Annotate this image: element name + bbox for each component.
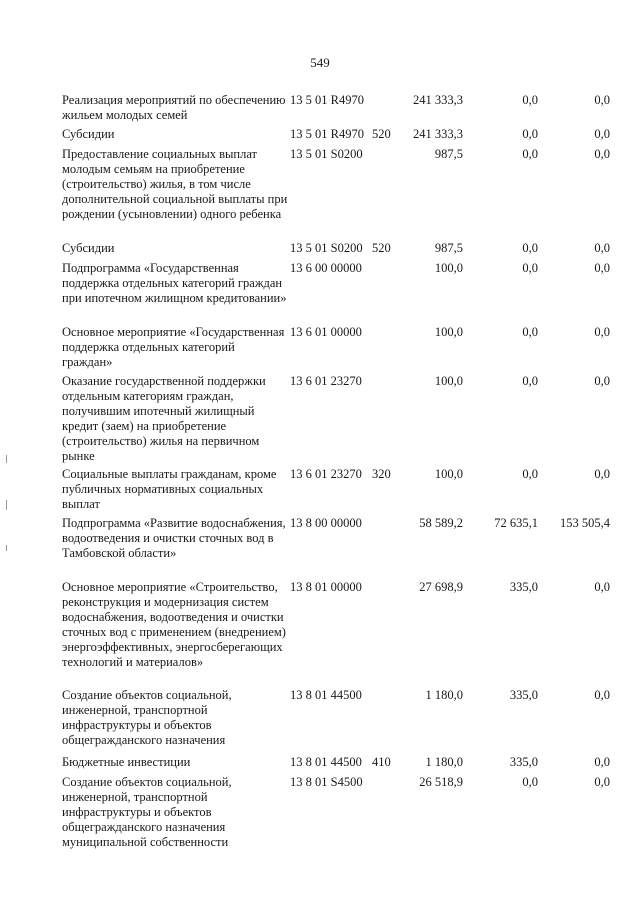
row-name: Оказание государственной поддержки отдельным категориям граждан, получившим ипотечный жилищный кредит (заем) на приобретение (строительство) жилья на первичном рынке <box>62 374 266 463</box>
row-name: Основное мероприятие «Государственная поддержка отдельных категорий граждан» <box>62 325 285 369</box>
row-name: Реализация мероприятий по обеспечению жильем молодых семей <box>62 93 286 122</box>
row-value-2: 0,0 <box>522 775 538 789</box>
row-expense-type: 320 <box>372 467 391 481</box>
row-value-3: 0,0 <box>594 580 610 594</box>
page-number: 549 <box>310 55 330 70</box>
row-value-2: 0,0 <box>522 241 538 255</box>
row-name: Подпрограмма «Развитие водоснабжения, водоотведения и очистки сточных вод в Тамбовской области» <box>62 516 286 560</box>
row-code: 13 6 01 23270 <box>290 374 362 388</box>
row-name: Подпрограмма «Государственная поддержка отдельных категорий граждан при ипотечном жилищном кредитовании» <box>62 261 287 305</box>
row-value-3: 0,0 <box>594 688 610 702</box>
row-value-1: 100,0 <box>434 374 463 388</box>
row-value-1: 58 589,2 <box>419 516 463 530</box>
row-code: 13 8 00 00000 <box>290 516 362 530</box>
row-value-1: 26 518,9 <box>419 775 463 789</box>
row-value-2: 0,0 <box>522 93 538 107</box>
row-name: Социальные выплаты гражданам, кроме публичных нормативных социальных выплат <box>62 467 277 511</box>
row-code: 13 6 01 00000 <box>290 325 362 339</box>
row-code: 13 6 00 00000 <box>290 261 362 275</box>
row-expense-type: 520 <box>372 241 391 255</box>
row-expense-type: 520 <box>372 127 391 141</box>
row-code: 13 8 01 44500 <box>290 755 362 769</box>
row-value-1: 987,5 <box>434 147 463 161</box>
row-value-2: 0,0 <box>522 325 538 339</box>
row-value-1: 100,0 <box>434 467 463 481</box>
row-value-2: 335,0 <box>509 688 538 702</box>
row-value-3: 0,0 <box>594 261 610 275</box>
row-value-3: 0,0 <box>594 755 610 769</box>
row-value-1: 241 333,3 <box>413 93 463 107</box>
row-value-1: 27 698,9 <box>419 580 463 594</box>
row-value-2: 0,0 <box>522 374 538 388</box>
row-value-1: 241 333,3 <box>413 127 463 141</box>
row-name: Субсидии <box>62 241 115 255</box>
row-value-3: 153 505,4 <box>560 516 610 530</box>
row-code: 13 5 01 S0200 <box>290 147 363 161</box>
row-value-2: 0,0 <box>522 127 538 141</box>
row-name: Предоставление социальных выплат молодым семьям на приобретение (строительство) жилья, в том числе дополнительной социальной выплаты при рождении (усыновлении) одного ребенка <box>62 147 288 221</box>
scan-mark <box>6 500 7 510</box>
row-value-3: 0,0 <box>594 93 610 107</box>
row-code: 13 5 01 R4970 <box>290 127 364 141</box>
row-code: 13 6 01 23270 <box>290 467 362 481</box>
row-value-1: 100,0 <box>434 325 463 339</box>
row-value-2: 0,0 <box>522 261 538 275</box>
row-value-2: 335,0 <box>509 755 538 769</box>
row-value-3: 0,0 <box>594 467 610 481</box>
row-value-2: 0,0 <box>522 467 538 481</box>
scan-mark <box>6 545 7 551</box>
row-name: Основное мероприятие «Строительство, реконструкция и модернизация систем водоснабжения, водоотведения и очистки сточных вод с применением (внедрением) энергоэффективных, энергосберегающих технологий и материалов» <box>62 580 286 669</box>
row-name: Бюджетные инвестиции <box>62 755 191 769</box>
row-code: 13 8 01 44500 <box>290 688 362 702</box>
row-code: 13 5 01 S0200 <box>290 241 363 255</box>
row-value-3: 0,0 <box>594 325 610 339</box>
row-value-3: 0,0 <box>594 775 610 789</box>
row-value-3: 0,0 <box>594 241 610 255</box>
row-code: 13 5 01 R4970 <box>290 93 364 107</box>
row-code: 13 8 01 S4500 <box>290 775 363 789</box>
row-value-1: 1 180,0 <box>425 688 463 702</box>
row-expense-type: 410 <box>372 755 391 769</box>
row-value-2: 0,0 <box>522 147 538 161</box>
row-name: Создание объектов социальной, инженерной, транспортной инфраструктуры и объектов общегражданского назначения <box>62 688 232 747</box>
row-value-2: 335,0 <box>509 580 538 594</box>
row-value-1: 100,0 <box>434 261 463 275</box>
row-value-3: 0,0 <box>594 147 610 161</box>
row-name: Создание объектов социальной, инженерной, транспортной инфраструктуры и объектов общегражданского назначения муниципальной собственности <box>62 775 232 849</box>
row-value-3: 0,0 <box>594 127 610 141</box>
row-name: Субсидии <box>62 127 115 141</box>
row-value-1: 1 180,0 <box>425 755 463 769</box>
row-value-2: 72 635,1 <box>494 516 538 530</box>
row-value-1: 987,5 <box>434 241 463 255</box>
row-value-3: 0,0 <box>594 374 610 388</box>
row-code: 13 8 01 00000 <box>290 580 362 594</box>
scan-mark <box>6 455 7 463</box>
